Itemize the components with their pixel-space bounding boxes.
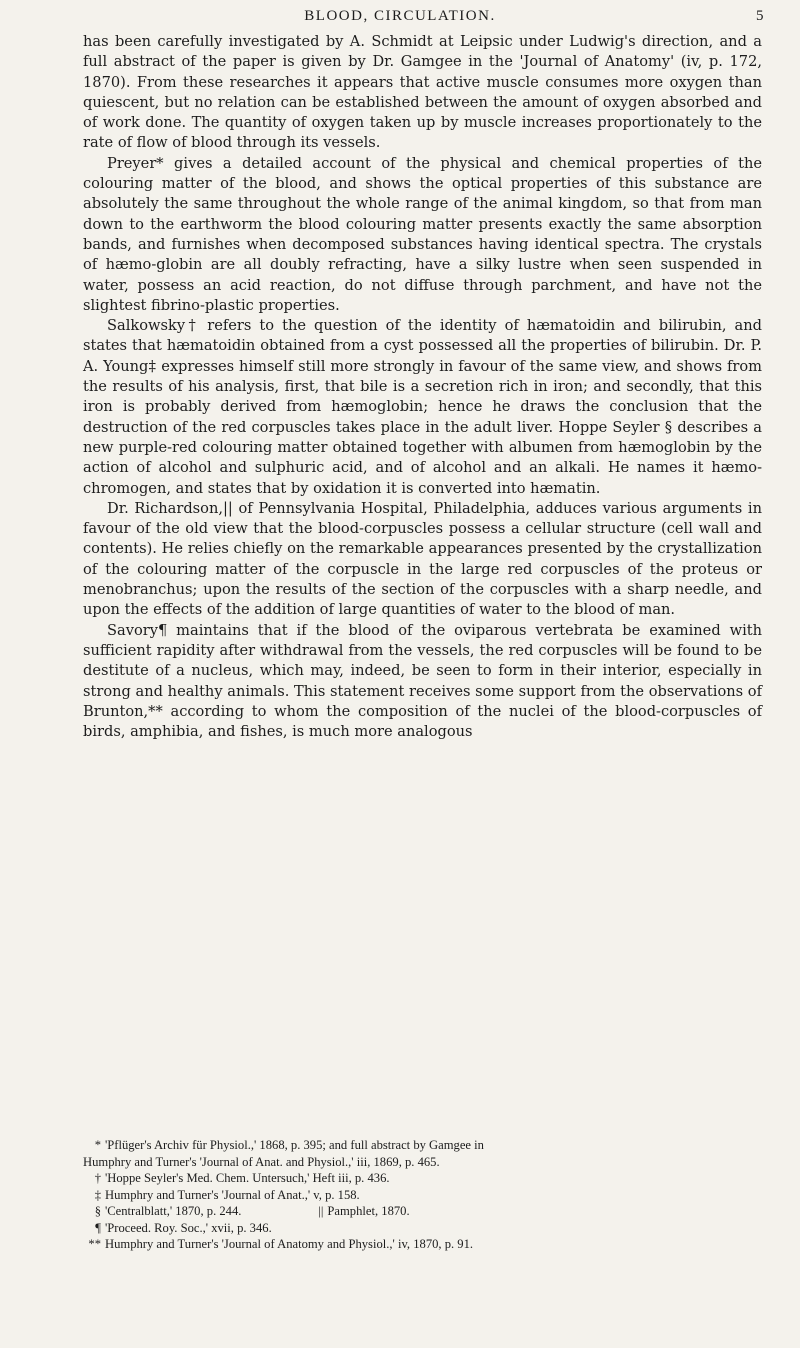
footnote-mark: || [318, 1204, 324, 1218]
footnotes [83, 1137, 762, 1253]
footnote-text: 'Hoppe Seyler's Med. Chem. Untersuch,' Heft iii, p. 436. [105, 1171, 390, 1185]
footnote-salkowsky [83, 1170, 762, 1187]
footnote-text: 'Pflüger's Archiv für Physiol.,' 1868, p. 395; and full abstract by Gamgee in [105, 1138, 484, 1152]
footnote-preyer [83, 1137, 762, 1154]
footnote-row [83, 1203, 762, 1220]
footnote-mark: ¶ [95, 1220, 101, 1235]
footnote-mark: § [94, 1204, 101, 1218]
footnote-text: Humphry and Turner's 'Journal of Anat.,' v, p. 158. [105, 1187, 360, 1202]
footnote-young [83, 1187, 762, 1204]
footnote-text: Pamphlet, 1870. [327, 1204, 410, 1218]
footnote-text: 'Proceed. Roy. Soc.,' xvii, p. 346. [105, 1220, 272, 1235]
paragraph-preyer: Preyer* gives a detailed account of the physical and chemical properties of the colouring matter of the blood, and shows the optical properties of this substance are absolutely the same throughout the whole range of the animal kingdom, so that from man down to the earthworm the blood colouring matter presents exactly the same absorption bands, and furnishes when decomposed substances having identical spectra. The crystals of hæmo-globin are all doubly refracting, have a silky lustre when seen suspended in water, possess an acid reaction, do not diffuse through parchment, and have not the slightest fibrino-plastic properties. [83, 154, 762, 314]
footnote-mark: ** [88, 1237, 101, 1251]
footnote-savory [83, 1220, 762, 1237]
paragraph-salkowsky: Salkowsky† refers to the question of the identity of hæmatoidin and bilirubin, and states that hæmatoidin obtained from a cyst possessed all the properties of bilirubin. Dr. P. A. Young‡ expresses himself still more strongly in favour of the same view, and shows from the results of his analysis, first, that bile is a secretion rich in iron; and secondly, that this iron is probably derived from hæmoglobin; hence he draws the conclusion that the destruction of the red corpuscles takes place in the adult liver. Hoppe Seyler § describes a new purple-red colouring matter obtained together with albumen from hæmoglobin by the action of alcohol and sulphuric acid, and of alcohol and an alkali. He names it hæmo-chromogen, and states that by oxidation it is converted into hæmatin. [83, 317, 762, 497]
running-title: BLOOD, CIRCULATION. [304, 8, 496, 24]
footnote-text: Humphry and Turner's 'Journal of Anatomy and Physiol.,' iv, 1870, p. 91. [105, 1237, 474, 1251]
page-number: 5 [756, 8, 764, 24]
footnote-mark: ‡ [94, 1187, 101, 1202]
body-text [83, 32, 762, 742]
footnote-text: 'Centralblatt,' 1870, p. 244. [105, 1204, 242, 1218]
paragraph-schmidt: has been carefully investigated by A. Schmidt at Leipsic under Ludwig's direction, and a full abstract of the paper is given by Dr. Gamgee in the 'Journal of Anatomy' (iv, p. 172, 1870). From these researches it appears that active muscle consumes more oxygen than quiescent, but no relation can be established between the amount of oxygen absorbed and of work done. The quantity of oxygen taken up by muscle increases proportionately to the rate of flow of blood through its vessels. [83, 33, 762, 152]
paragraph-richardson: Dr. Richardson,|| of Pennsylvania Hospital, Philadelphia, adduces various arguments in favour of the old view that the blood-corpuscles possess a cellular structure (cell wall and contents). He relies chiefly on the remarkable appearances presented by the crystallization of the colouring matter of the corpuscle in the large red corpuscles of the proteus or menobranchus; upon the results of the section of the corpuscles with a sharp needle, and upon the effects of the addition of large quantities of water to the blood of man. [83, 499, 762, 619]
footnote-richardson [305, 1203, 409, 1220]
paragraph-savory: Savory¶ maintains that if the blood of the oviparous vertebrata be examined with sufficient rapidity after withdrawal from the vessels, the red corpuscles will be found to be destitute of a nucleus, which may, indeed, be seen to form in their interior, especially in strong and healthy animals. This statement receives some support from the observations of Brunton,** according to whom the composition of the nuclei of the blood-corpuscles of birds, amphibia, and fishes, is much more analogous [83, 621, 762, 741]
footnote-preyer-continued: Humphry and Turner's 'Journal of Anat. and Physiol.,' iii, 1869, p. 465. [83, 1154, 440, 1169]
footnote-mark: † [94, 1171, 101, 1185]
footnote-mark: * [94, 1138, 101, 1152]
footnote-hoppe-seyler [83, 1203, 241, 1220]
footnote-brunton [83, 1236, 762, 1253]
